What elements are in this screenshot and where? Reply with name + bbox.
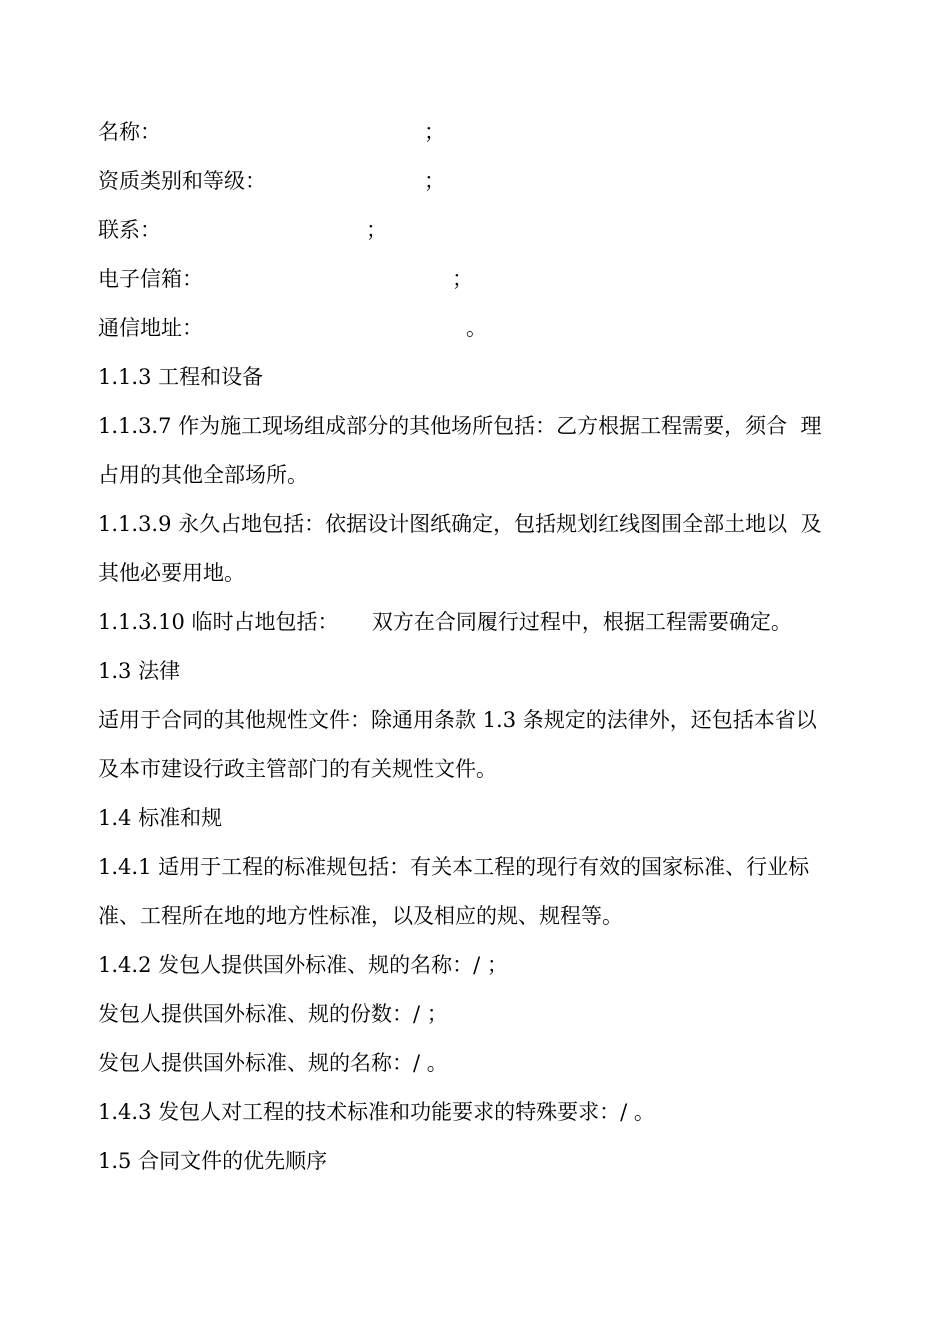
field-name-end: ；	[424, 120, 445, 144]
field-name-label: 名称：	[98, 120, 161, 144]
paragraph-line: 1.1.3.7 作为施工现场组成部分的其他场所包括：乙方根据工程需要，须合 理	[98, 414, 822, 438]
paragraph-line: 准、工程所在地的地方性标准，以及相应的规、规程等。	[98, 904, 623, 928]
paragraph-line: 占用的其他全部场所。	[98, 463, 308, 487]
heading-1-1-3: 1.1.3 工程和设备	[98, 365, 264, 389]
field-address-label: 通信地址：	[98, 316, 203, 340]
field-email-end: ；	[452, 267, 473, 291]
field-contact-end: ；	[366, 218, 387, 242]
field-email-label: 电子信箱：	[98, 267, 203, 291]
paragraph-line: 适用于合同的其他规性文件：除通用条款 1.3 条规定的法律外，还包括本省以	[98, 708, 817, 732]
paragraph-line: 其他必要用地。	[98, 561, 245, 585]
paragraph-line: 1.4.2 发包人提供国外标准、规的名称：/ ；	[98, 953, 508, 977]
heading-1-5: 1.5 合同文件的优先顺序	[98, 1149, 328, 1173]
paragraph-line: 1.4.3 发包人对工程的技术标准和功能要求的特殊要求：/ 。	[98, 1100, 655, 1124]
paragraph-line: 1.1.3.9 永久占地包括：依据设计图纸确定，包括规划红线图围全部土地以 及	[98, 512, 822, 536]
field-qualification-end: ；	[424, 169, 445, 193]
paragraph-line: 1.4.1 适用于工程的标准规包括：有关本工程的现行有效的国家标准、行业标	[98, 855, 810, 879]
paragraph-line: 1.1.3.10 临时占地包括： 双方在合同履行过程中，根据工程需要确定。	[98, 610, 792, 634]
paragraph-line: 及本市建设行政主管部门的有关规性文件。	[98, 757, 497, 781]
field-contact-label: 联系：	[98, 218, 161, 242]
field-qualification-label: 资质类别和等级：	[98, 169, 266, 193]
field-address-end: 。	[466, 316, 487, 340]
paragraph-line: 发包人提供国外标准、规的名称：/ 。	[98, 1051, 448, 1075]
heading-1-3: 1.3 法律	[98, 659, 181, 683]
paragraph-line: 发包人提供国外标准、规的份数：/ ；	[98, 1002, 448, 1026]
heading-1-4: 1.4 标准和规	[98, 806, 223, 830]
